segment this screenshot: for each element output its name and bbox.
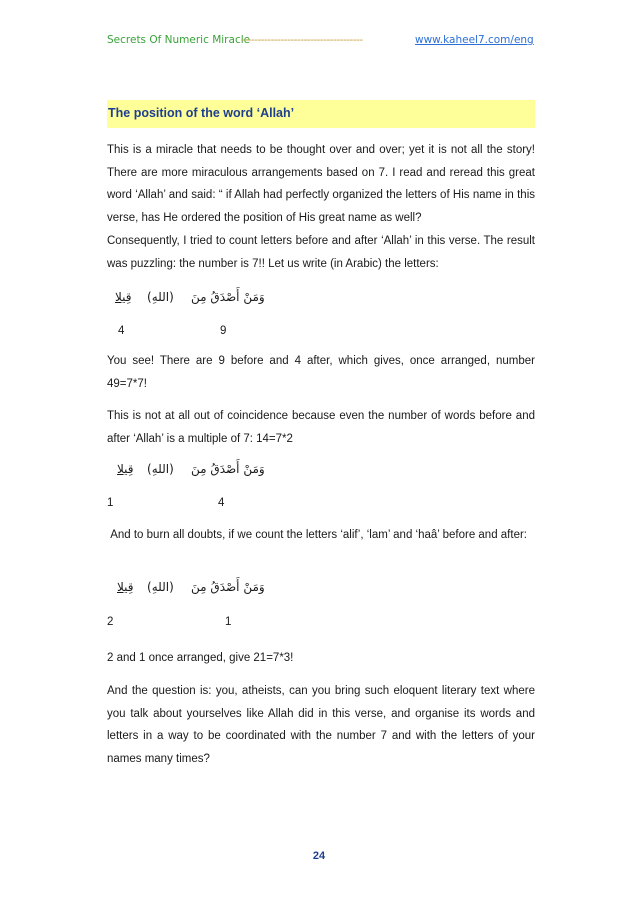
count-after-1: 4	[118, 325, 125, 337]
arabic-allah: (اللهِ)	[147, 290, 174, 304]
arabic-allah: (اللهِ)	[147, 462, 174, 476]
count-after-2: 1	[107, 497, 114, 509]
header-book-title: Secrets Of Numeric Miracle	[107, 34, 251, 46]
arabic-before-words: وَمَنْ أَصْدَقُ مِنَ	[191, 462, 265, 476]
page-number: 24	[312, 850, 326, 862]
count-before-3: 1	[225, 616, 232, 628]
paragraph-1: This is a miracle that needs to be thought over and over; yet it is not all the story! There are more miraculous arrangements based on 7. I read and reread this great word ‘Allah’ and said: “ if Allah had perfectly organized the letters of His name in this verse, has He ordered the position of His great name as well?	[107, 144, 535, 224]
arabic-before-words: وَمَنْ أَصْدَقُ مِنَ	[191, 580, 265, 594]
arabic-before-words: وَمَنْ أَصْدَقُ مِنَ	[191, 290, 265, 304]
arabic-after-word: قِيلا	[115, 290, 132, 304]
arabic-verse-row-2	[107, 462, 307, 482]
count-before-1: 9	[220, 325, 227, 337]
arabic-verse-row-3	[107, 580, 307, 600]
paragraph-6: 2 and 1 once arranged, give 21=7*3!	[107, 652, 294, 664]
arabic-verse-row-1	[107, 290, 307, 310]
paragraph-5: And to burn all doubts, if we count the letters ‘alif’, ‘lam’ and ‘haâ’ before and after:	[110, 529, 527, 541]
paragraph-3: You see! There are 9 before and 4 after, which gives, once arranged, number 49=7*7!	[107, 355, 535, 390]
arabic-after-word: قِيلا	[117, 580, 134, 594]
header-separator: -------------------------------------	[241, 34, 363, 46]
header-website-link[interactable]: www.kaheel7.com/eng	[415, 34, 534, 46]
paragraph-7: And the question is: you, atheists, can you bring such eloquent literary text where you talk about yourselves like Allah did in this verse, and organise its words and letters in a way to be coordinated with the number 7 and with the letters of your names many times?	[107, 685, 535, 765]
page-header	[107, 34, 535, 46]
count-after-3: 2	[107, 616, 114, 628]
count-before-2: 4	[218, 497, 225, 509]
paragraph-4: This is not at all out of coincidence because even the number of words before and after ‘Allah’ is a multiple of 7: 14=7*2	[107, 410, 535, 445]
section-title: The position of the word ‘Allah’	[107, 100, 535, 128]
arabic-after-word: قِيلا	[117, 462, 134, 476]
paragraph-2: Consequently, I tried to count letters before and after ‘Allah’ in this verse. The result was puzzling: the number is 7!! Let us write (in Arabic) the letters:	[107, 235, 535, 270]
arabic-allah: (اللهِ)	[147, 580, 174, 594]
